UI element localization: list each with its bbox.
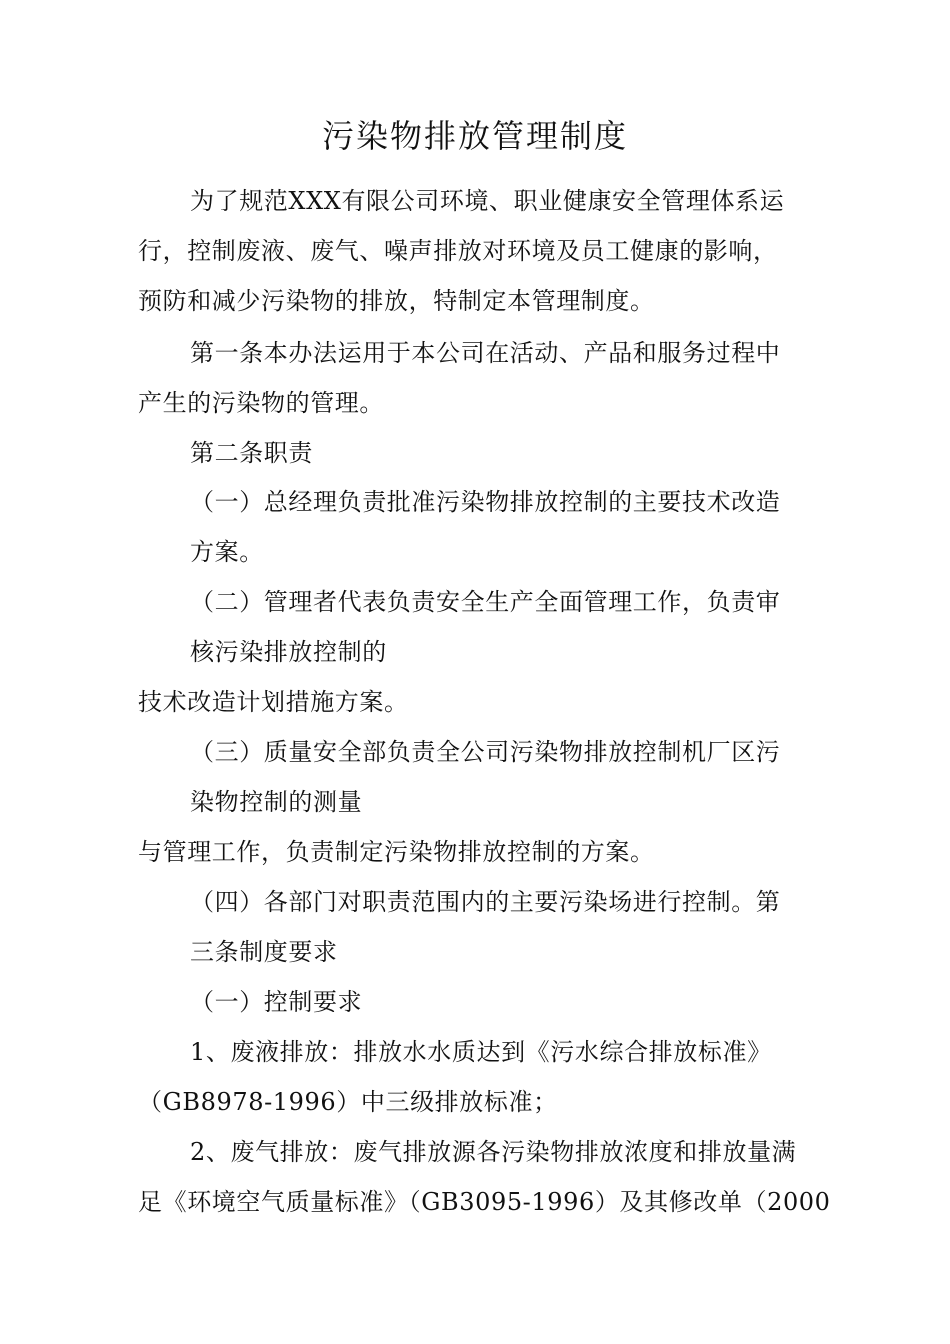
paragraph-line: 为了规范XXX有限公司环境、职业健康安全管理体系运 (190, 187, 785, 215)
paragraph-line: 2、废气排放：废气排放源各污染物排放浓度和排放量满 (190, 1138, 797, 1166)
paragraph-line: （二）管理者代表负责安全生产全面管理工作，负责审 (190, 588, 781, 616)
section-heading: 第二条职责 (190, 439, 313, 467)
document-title: 污染物排放管理制度 (321, 117, 628, 155)
paragraph-line: 行，控制废液、废气、噪声排放对环境及员工健康的影响， (138, 237, 778, 265)
paragraph-line: 足《环境空气质量标准》（GB3095-1996）及其修改单（2000 (138, 1188, 831, 1216)
paragraph-line: 1、废液排放：排放水水质达到《污水综合排放标准》 (190, 1038, 772, 1066)
paragraph-line: （一）总经理负责批准污染物排放控制的主要技术改造 (190, 488, 781, 516)
paragraph-line: 与管理工作，负责制定污染物排放控制的方案。 (138, 838, 655, 866)
paragraph-line: 染物控制的测量 (190, 788, 363, 816)
paragraph-line: （三）质量安全部负责全公司污染物排放控制机厂区污 (190, 738, 781, 766)
subsection-heading: （一）控制要求 (190, 988, 363, 1016)
section-heading: 三条制度要求 (190, 938, 338, 966)
paragraph-line: （GB8978-1996）中三级排放标准； (138, 1088, 558, 1116)
paragraph-line: 技术改造计划措施方案。 (138, 688, 409, 716)
paragraph-line: （四）各部门对职责范围内的主要污染场进行控制。第 (190, 888, 781, 916)
paragraph-line: 第一条本办法运用于本公司在活动、产品和服务过程中 (190, 339, 781, 367)
paragraph-line: 预防和减少污染物的排放，特制定本管理制度。 (138, 287, 655, 315)
paragraph-line: 方案。 (190, 538, 264, 566)
paragraph-line: 产生的污染物的管理。 (138, 389, 384, 417)
paragraph-line: 核污染排放控制的 (190, 638, 387, 666)
